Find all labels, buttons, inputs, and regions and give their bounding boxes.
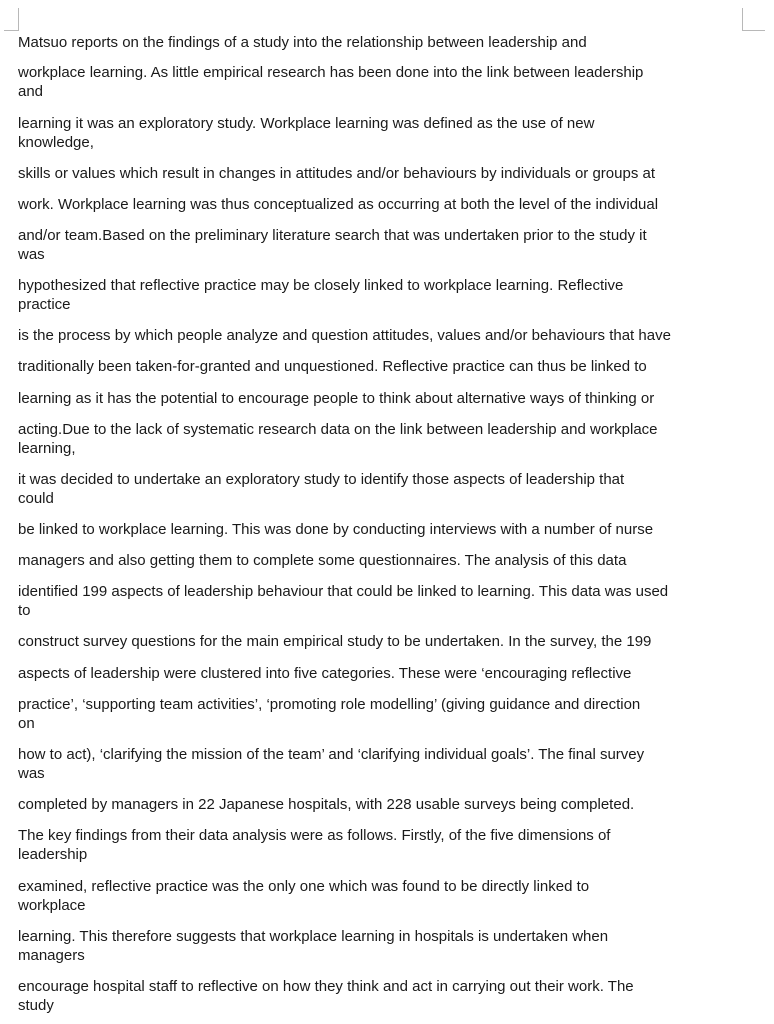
text-line xyxy=(18,33,758,52)
text-line xyxy=(18,357,758,376)
line-text: is the process by which people analyze and question attitudes, values and/or behaviours that have xyxy=(18,327,671,344)
text-line xyxy=(18,664,758,683)
text-line xyxy=(18,195,758,214)
line-text: practice’, ‘supporting team activities’, ‘promoting role modelling’ (giving guidance and direction xyxy=(18,696,641,713)
text-line xyxy=(18,927,758,965)
line-wrap-text: learning, xyxy=(18,440,76,457)
line-wrap-text: was xyxy=(18,246,45,263)
line-text: encourage hospital staff to reflective on how they think and act in carrying out their work. The xyxy=(18,978,634,995)
line-wrap-text: knowledge, xyxy=(18,134,94,151)
text-line xyxy=(18,326,758,345)
line-text: and/or team.Based on the preliminary literature search that was undertaken prior to the study it xyxy=(18,227,647,244)
line-text: workplace learning. As little empirical research has been done into the link between leadership xyxy=(18,64,644,81)
line-text: aspects of leadership were clustered into five categories. These were ‘encouraging reflective xyxy=(18,665,632,682)
line-text: completed by managers in 22 Japanese hospitals, with 228 usable surveys being completed. xyxy=(18,796,635,813)
line-wrap-text: was xyxy=(18,765,45,782)
text-line xyxy=(18,520,758,539)
line-wrap-text: workplace xyxy=(18,897,86,914)
text-line xyxy=(18,582,758,620)
line-wrap-text: to xyxy=(18,602,31,619)
line-wrap-text: on xyxy=(18,715,35,732)
line-wrap-text: managers xyxy=(18,947,85,964)
line-text: learning. This therefore suggests that workplace learning in hospitals is undertaken when xyxy=(18,928,609,945)
crop-mark-top-right xyxy=(742,8,765,31)
crop-mark-top-left xyxy=(4,8,19,31)
line-text: hypothesized that reflective practice may be closely linked to workplace learning. Reflective xyxy=(18,277,624,294)
text-line xyxy=(18,795,758,814)
text-line xyxy=(18,470,758,508)
line-text: Matsuo reports on the findings of a study into the relationship between leadership and xyxy=(18,34,587,51)
line-wrap-text: leadership xyxy=(18,846,88,863)
line-wrap-text: and xyxy=(18,83,44,100)
text-line xyxy=(18,745,758,783)
line-text: learning as it has the potential to encourage people to think about alternative ways of thinking or xyxy=(18,390,655,407)
line-wrap-text: study xyxy=(18,997,54,1014)
line-text: skills or values which result in changes in attitudes and/or behaviours by individuals or groups at xyxy=(18,165,656,182)
line-wrap-text: practice xyxy=(18,296,71,313)
line-text: construct survey questions for the main empirical study to be undertaken. In the survey, the 199 xyxy=(18,633,652,650)
line-text: work. Workplace learning was thus conceptualized as occurring at both the level of the individual xyxy=(18,196,659,213)
text-line xyxy=(18,632,758,651)
line-text: acting.Due to the lack of systematic research data on the link between leadership and workplace xyxy=(18,421,658,438)
text-line xyxy=(18,826,758,864)
line-wrap-text: could xyxy=(18,490,54,507)
text-line xyxy=(18,551,758,570)
line-text: identified 199 aspects of leadership behaviour that could be linked to learning. This data was used xyxy=(18,583,669,600)
text-line xyxy=(18,63,758,101)
text-line xyxy=(18,114,758,152)
line-text: traditionally been taken-for-granted and unquestioned. Reflective practice can thus be linked to xyxy=(18,358,647,375)
text-line xyxy=(18,420,758,458)
line-text: The key findings from their data analysis were as follows. Firstly, of the five dimensions of xyxy=(18,827,611,844)
text-line xyxy=(18,977,758,1015)
text-line xyxy=(18,164,758,183)
line-text: managers and also getting them to complete some questionnaires. The analysis of this data xyxy=(18,552,627,569)
text-line xyxy=(18,276,758,314)
text-line xyxy=(18,226,758,264)
line-text: learning it was an exploratory study. Workplace learning was defined as the use of new xyxy=(18,115,595,132)
line-text: be linked to workplace learning. This was done by conducting interviews with a number of nurse xyxy=(18,521,654,538)
line-text: how to act), ‘clarifying the mission of the team’ and ‘clarifying individual goals’. The final survey xyxy=(18,746,645,763)
text-line xyxy=(18,695,758,733)
line-text: it was decided to undertake an exploratory study to identify those aspects of leadership that xyxy=(18,471,625,488)
line-text: examined, reflective practice was the only one which was found to be directly linked to xyxy=(18,878,590,895)
text-line xyxy=(18,877,758,915)
text-line xyxy=(18,389,758,408)
